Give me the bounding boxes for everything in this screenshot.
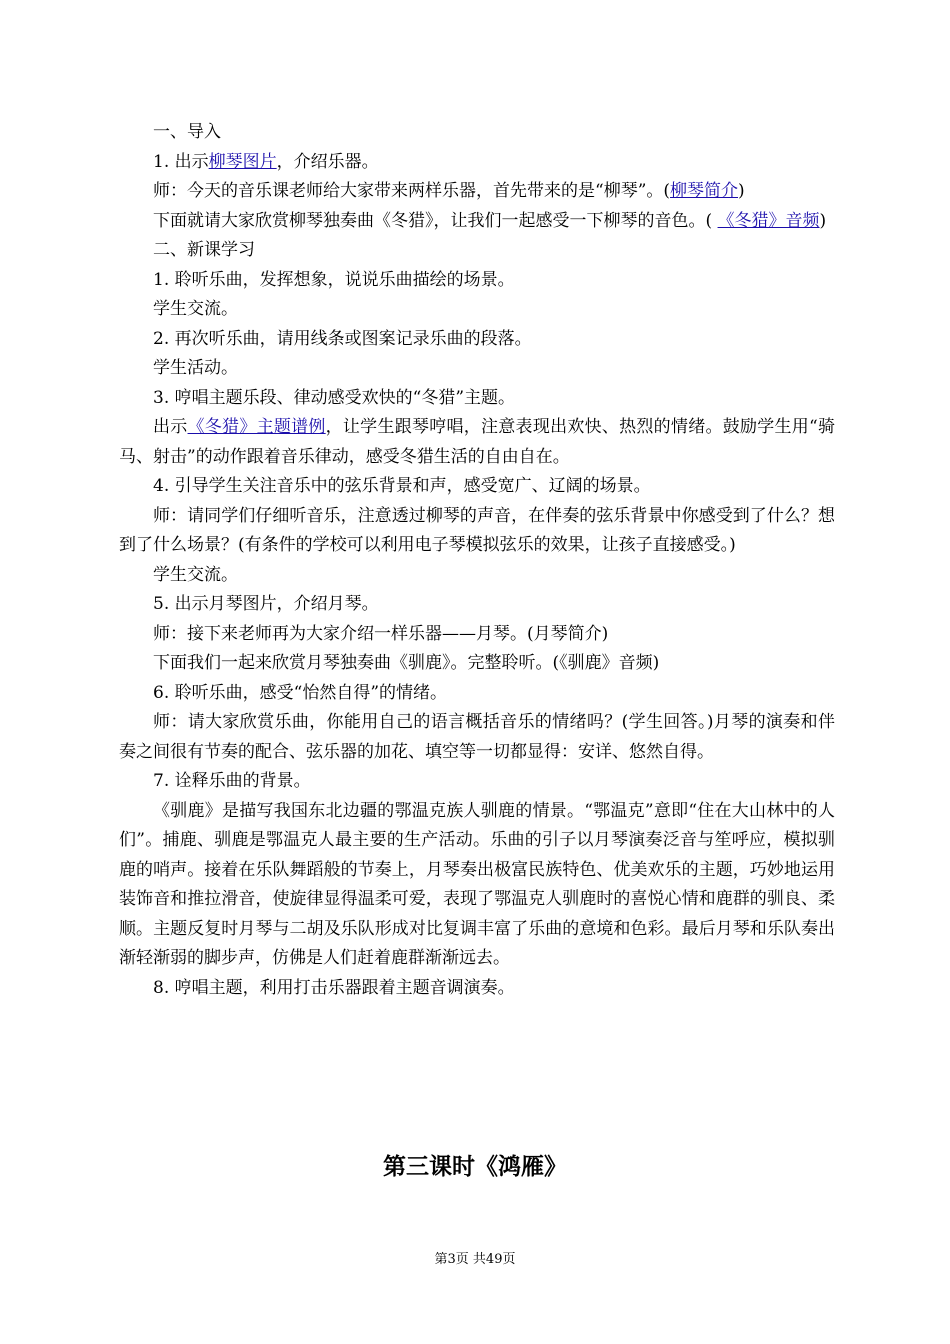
resource-link[interactable]: 柳琴简介 — [670, 181, 739, 201]
paragraph — [119, 679, 835, 709]
paragraph-text: 1. 聆听乐曲，发挥想象，说说乐曲描绘的场景。 — [153, 269, 515, 290]
paragraph — [119, 767, 835, 797]
resource-link[interactable]: 《冬猎》主题谱例 — [187, 417, 326, 437]
paragraph-text: 出示 — [153, 417, 188, 437]
paragraph-text: 学生活动。 — [153, 358, 238, 378]
page-footer: 第3页 共49页 — [434, 1252, 516, 1267]
paragraph — [119, 207, 835, 237]
paragraph-text: 师：接下来老师再为大家介绍一样乐器——月琴。(月琴简介) — [153, 623, 609, 644]
section-title: 第三课时《鸿雁》 — [383, 1153, 567, 1180]
paragraph-text: 3. 哼唱主题乐段、律动感受欢快的“冬猎”主题。 — [153, 387, 516, 408]
paragraph-text: ，介绍乐器。 — [276, 151, 379, 172]
paragraph — [119, 384, 835, 414]
paragraph-text: 4. 引导学生关注音乐中的弦乐背景和声，感受宽广、辽阔的场景。 — [153, 476, 651, 496]
paragraph — [119, 177, 835, 207]
paragraph-text: 学生交流。 — [153, 299, 238, 319]
paragraph — [119, 974, 835, 1004]
paragraph — [119, 325, 835, 355]
paragraph — [119, 354, 835, 384]
lesson-body — [119, 118, 835, 1003]
paragraph-text: 5. 出示月琴图片，介绍月琴。 — [153, 594, 379, 614]
paragraph — [119, 649, 835, 679]
paragraph-text: 一、导入 — [153, 122, 221, 142]
paragraph-text: ) — [819, 210, 827, 231]
paragraph-text: 8. 哼唱主题，利用打击乐器跟着主题音调演奏。 — [153, 977, 515, 998]
paragraph — [119, 295, 835, 325]
paragraph — [119, 266, 835, 296]
paragraph-text: 师：今天的音乐课老师给大家带来两样乐器，首先带来的是“柳琴”。( — [153, 181, 671, 201]
paragraph — [119, 797, 835, 974]
paragraph-text: 师：请同学们仔细听音乐，注意透过柳琴的声音，在伴奏的弦乐背景中你感受到了什么？想到了什么场景？(有条件的学校可以利用电子琴模拟弦乐的效果，让孩子直接感受。) — [119, 505, 835, 555]
paragraph-text: 下面就请大家欣赏柳琴独奏曲《冬猎》，让我们一起感受一下柳琴的音色。( — [153, 210, 718, 231]
paragraph — [119, 472, 835, 502]
paragraph-text: 学生交流。 — [153, 564, 238, 585]
paragraph — [119, 118, 835, 148]
paragraph — [119, 502, 835, 561]
paragraph — [119, 590, 835, 620]
paragraph-text: 2. 再次听乐曲，请用线条或图案记录乐曲的段落。 — [153, 328, 532, 349]
paragraph — [119, 413, 835, 472]
paragraph — [119, 148, 835, 178]
paragraph — [119, 708, 835, 767]
paragraph-text: 《驯鹿》是描写我国东北边疆的鄂温克族人驯鹿的情景。“鄂温克”意即“住在大山林中的人们”。捕鹿、驯鹿是鄂温克人最主要的生产活动。乐曲的引子以月琴演奏泛音与笙呼应，模拟驯鹿的哨声。接着在乐队舞蹈般的节奏上，月琴奏出极富民族特色、优美欢乐的主题，巧妙地运用装饰音和推拉滑音，使旋律显得温柔可爱，表现了鄂温克人驯鹿时的喜悦心情和鹿群的驯良、柔顺。主题反复时月琴与二胡及乐队形成对比复调丰富了乐曲的意境和色彩。最后月琴和乐队奏出渐轻渐弱的脚步声，仿佛是人们赶着鹿群渐渐远去。 — [119, 800, 835, 968]
paragraph-text: 7. 诠释乐曲的背景。 — [153, 771, 311, 791]
paragraph-text: 6. 聆听乐曲，感受“怡然自得”的情绪。 — [153, 682, 448, 703]
paragraph-text: 师：请大家欣赏乐曲，你能用自己的语言概括音乐的情绪吗？(学生回答。)月琴的演奏和伴奏之间很有节奏的配合、弦乐器的加花、填空等一切都显得：安详、悠然自得。 — [119, 712, 835, 762]
paragraph-text: 1. 出示 — [153, 151, 209, 172]
paragraph — [119, 620, 835, 650]
resource-link[interactable]: 柳琴图片 — [208, 151, 277, 172]
paragraph — [119, 561, 835, 591]
paragraph-text: 二、新课学习 — [153, 240, 255, 260]
paragraph-text: ) — [738, 181, 745, 201]
paragraph-text: 下面我们一起来欣赏月琴独奏曲《驯鹿》。完整聆听。(《驯鹿》音频) — [153, 653, 660, 673]
paragraph — [119, 236, 835, 266]
paragraph-text: ，让学生跟琴哼唱，注意表现出欢快、热烈的情绪。鼓励学生用“骑马、射击”的动作跟着音乐律动，感受冬猎生活的自由自在。 — [119, 417, 836, 467]
resource-link[interactable]: 《冬猎》音频 — [717, 210, 820, 231]
